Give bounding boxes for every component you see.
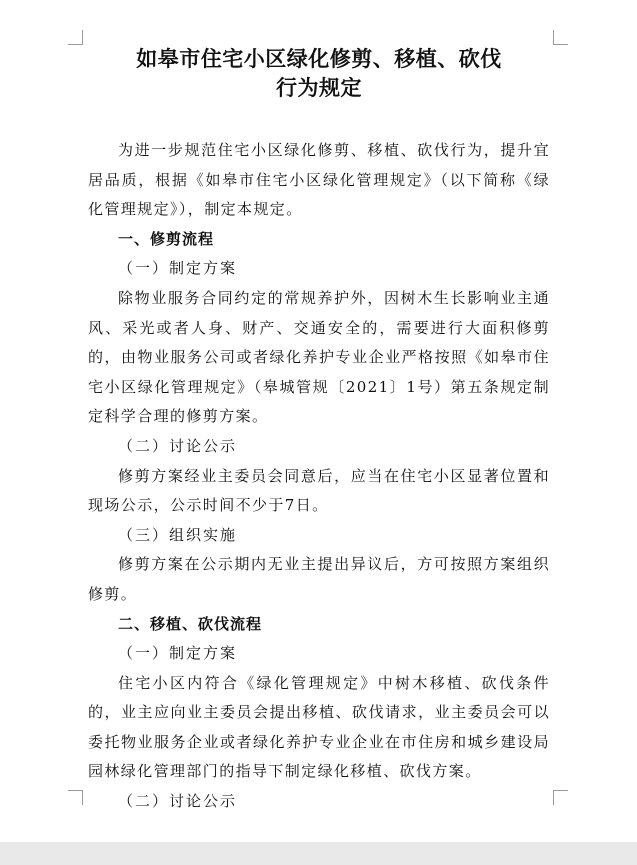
crop-mark-top-right [553,30,568,45]
section-2-sub-1-text: 住宅小区内符合《绿化管理规定》中树木移植、砍伐条件的，业主应向业主委员会提出移植、砍伐请求，业主委员会可以委托物业服务企业或者绿化养护专业企业在市住房和城乡建设局园林绿化管理部门的指导下制定绿化移植、砍伐方案。 [88,673,550,781]
section-1-sub-1-text: 除物业服务合同约定的常规养护外，因树木生长影响业主通风、采光或者人身、财产、交通安全的，需要进行大面积修剪的，由物业服务公司或者绿化养护专业企业严格按照《如皋市住宅小区绿化管理规定》（皋城管规〔2021〕1号）第五条规定制定科学合理的修剪方案。 [88,288,550,426]
section-2-heading: 二、移植、砍伐流程 [118,614,263,633]
section-1-sub-2-text: 修剪方案经业主委员会同意后，应当在住宅小区显著位置和现场公示，公示时间不少于7日。 [88,466,550,515]
crop-mark-bottom-left [68,790,83,805]
section-1-sub-2-heading: （二）讨论公示 [118,436,238,455]
document-title-line-2: 行为规定 [276,75,362,100]
intro-paragraph: 为进一步规范住宅小区绿化修剪、移植、砍伐行为，提升宜居品质，根据《如皋市住宅小区绿化管理规定》（以下简称《绿化管理规定》），制定本规定。 [88,141,550,219]
section-2-sub-1-heading: （一）制定方案 [118,644,238,663]
section-1-sub-1-heading: （一）制定方案 [118,259,238,278]
section-1-heading: 一、修剪流程 [118,229,215,248]
section-1-sub-3-text: 修剪方案在公示期内无业主提出异议后，方可按照方案组织修剪。 [88,555,550,603]
document-body [88,44,550,817]
crop-mark-bottom-right [553,790,568,805]
section-2-sub-2-heading: （二）讨论公示 [118,792,238,811]
section-1-sub-3-heading: （三）组织实施 [118,525,238,544]
crop-mark-top-left [68,30,83,45]
document-title-line-1: 如皋市住宅小区绿化修剪、移植、砍伐 [136,46,502,71]
